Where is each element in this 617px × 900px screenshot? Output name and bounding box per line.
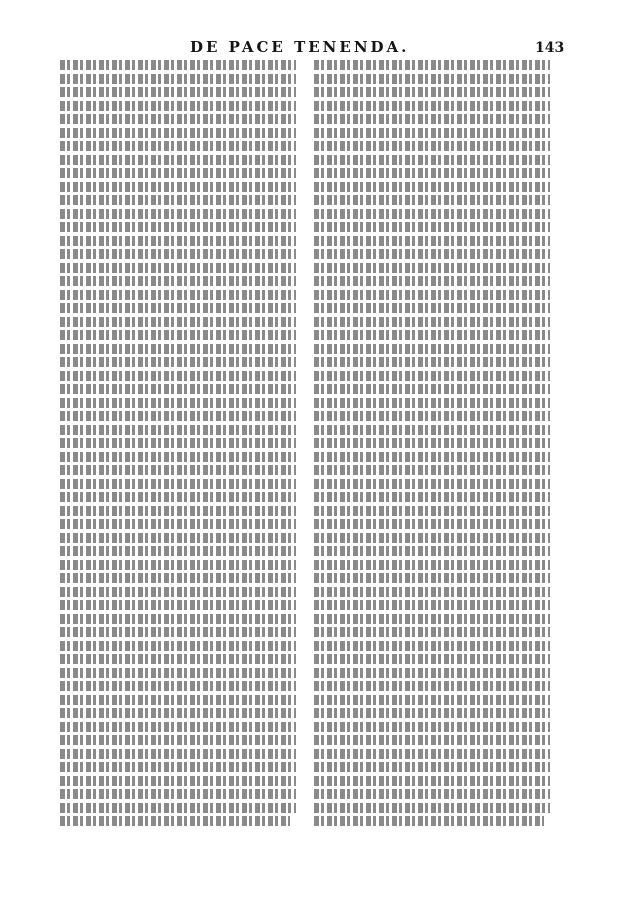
text-line	[60, 209, 296, 219]
text-line	[314, 479, 550, 489]
text-line	[60, 182, 296, 192]
text-line	[314, 101, 550, 111]
text-line	[60, 438, 296, 448]
text-line	[60, 776, 296, 786]
text-line	[314, 155, 550, 165]
text-line	[60, 533, 296, 543]
text-line	[60, 222, 296, 232]
text-line	[60, 479, 296, 489]
text-line	[314, 681, 550, 691]
text-line	[60, 317, 296, 327]
text-line	[60, 195, 296, 205]
text-line	[60, 681, 296, 691]
text-line	[60, 155, 296, 165]
text-line	[60, 519, 296, 529]
text-line	[60, 74, 296, 84]
text-line	[60, 816, 290, 826]
text-line	[314, 398, 550, 408]
text-line	[314, 560, 550, 570]
text-line	[60, 789, 296, 799]
text-line	[314, 371, 550, 381]
text-line	[314, 816, 544, 826]
text-line	[60, 573, 296, 583]
text-line	[314, 506, 550, 516]
text-line	[314, 749, 550, 759]
text-line	[314, 357, 550, 367]
text-line	[314, 128, 550, 138]
text-line	[60, 722, 296, 732]
text-line	[314, 587, 550, 597]
text-line	[314, 654, 550, 664]
text-line	[60, 60, 296, 70]
text-line	[314, 438, 550, 448]
text-line	[60, 357, 296, 367]
text-line	[314, 222, 550, 232]
text-line	[60, 330, 296, 340]
text-line	[60, 128, 296, 138]
text-line	[60, 249, 296, 259]
text-line	[60, 627, 296, 637]
text-line	[314, 492, 550, 502]
text-line	[60, 654, 296, 664]
text-line	[60, 371, 296, 381]
text-line	[314, 141, 550, 151]
page-number: 143	[535, 40, 565, 56]
text-line	[314, 533, 550, 543]
text-line	[314, 735, 550, 745]
text-line	[60, 236, 296, 246]
text-line	[314, 614, 550, 624]
text-line	[60, 101, 296, 111]
text-line	[314, 236, 550, 246]
text-line	[314, 114, 550, 124]
text-line	[60, 560, 296, 570]
text-line	[60, 614, 296, 624]
text-line	[314, 303, 550, 313]
running-head: DE PACE TENENDA.	[190, 38, 410, 56]
text-line	[60, 344, 296, 354]
text-line	[314, 317, 550, 327]
text-line	[314, 87, 550, 97]
text-line	[314, 573, 550, 583]
text-line	[60, 141, 296, 151]
text-line	[314, 209, 550, 219]
text-line	[60, 452, 296, 462]
text-line	[314, 803, 550, 813]
text-line	[314, 627, 550, 637]
text-line	[314, 722, 550, 732]
text-line	[60, 506, 296, 516]
text-line	[60, 762, 296, 772]
text-line	[314, 249, 550, 259]
text-line	[314, 465, 550, 475]
text-line	[314, 708, 550, 718]
text-line	[314, 789, 550, 799]
text-line	[60, 465, 296, 475]
text-line	[314, 411, 550, 421]
text-line	[314, 452, 550, 462]
text-line	[60, 695, 296, 705]
text-line	[60, 641, 296, 651]
text-line	[60, 425, 296, 435]
text-line	[314, 330, 550, 340]
text-line	[314, 195, 550, 205]
text-line	[60, 384, 296, 394]
text-line	[314, 168, 550, 178]
text-line	[60, 600, 296, 610]
text-line	[60, 492, 296, 502]
text-line	[60, 114, 296, 124]
text-line	[60, 87, 296, 97]
text-line	[60, 587, 296, 597]
text-line	[60, 708, 296, 718]
text-line	[314, 546, 550, 556]
text-line	[314, 60, 550, 70]
text-line	[314, 519, 550, 529]
text-line	[314, 641, 550, 651]
text-line	[60, 263, 296, 273]
text-line	[314, 344, 550, 354]
text-line	[60, 668, 296, 678]
text-line	[314, 668, 550, 678]
text-line	[60, 411, 296, 421]
text-line	[314, 290, 550, 300]
text-line	[314, 276, 550, 286]
text-line	[60, 749, 296, 759]
text-line	[60, 398, 296, 408]
text-line	[314, 600, 550, 610]
left-text-column	[60, 60, 298, 830]
text-line	[60, 546, 296, 556]
text-line	[314, 263, 550, 273]
text-line	[60, 735, 296, 745]
text-line	[60, 290, 296, 300]
text-line	[60, 303, 296, 313]
text-line	[314, 182, 550, 192]
text-line	[314, 384, 550, 394]
text-line	[314, 425, 550, 435]
text-line	[314, 695, 550, 705]
right-text-column	[314, 60, 552, 830]
text-line	[60, 276, 296, 286]
text-line	[314, 762, 550, 772]
text-line	[60, 168, 296, 178]
text-line	[314, 74, 550, 84]
text-line	[314, 776, 550, 786]
text-line	[60, 803, 296, 813]
